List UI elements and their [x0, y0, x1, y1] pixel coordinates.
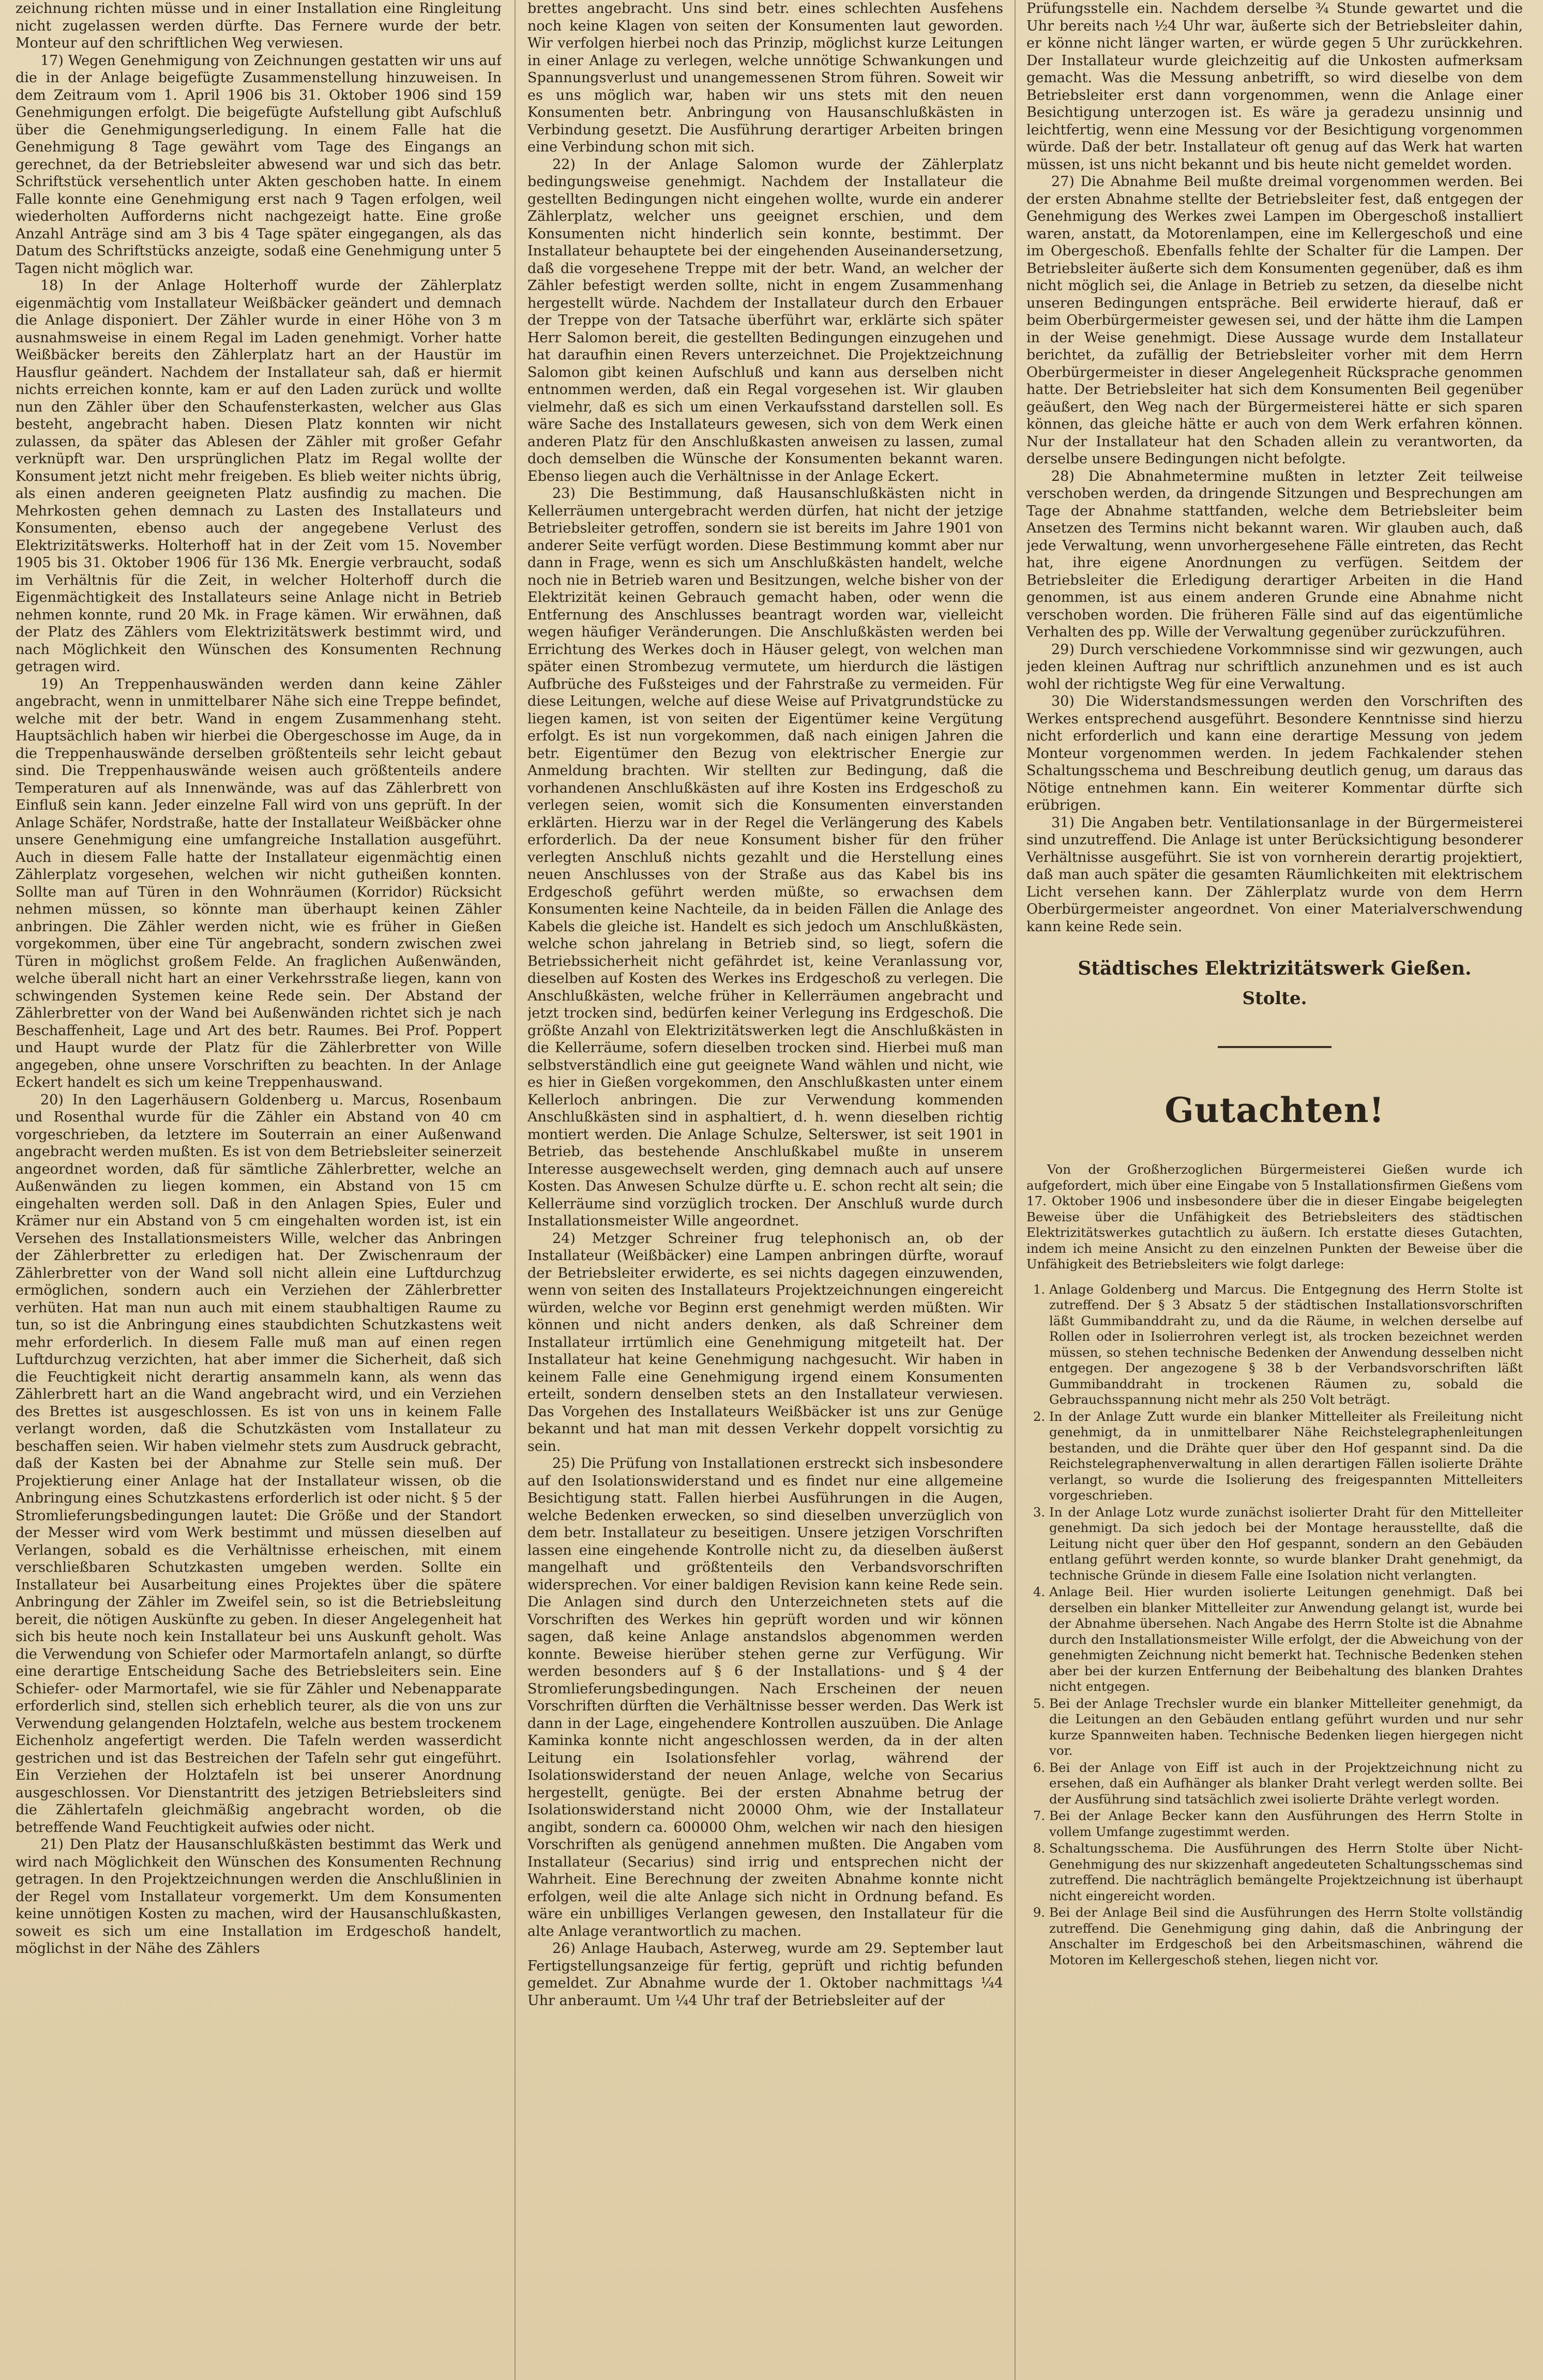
paragraph-17: 17) Wegen Genehmigung von Zeichnungen gestatten wir uns auf die in der Anlage beigefügte Zusammenstellung hinzuweisen. In dem Zeitraum vom 1. April 1906 bis 31. Oktober 1906 sind 159 Genehmigungen erfolgt. Die beigefügte Aufstellung gibt Aufschluß über die Genehmigungserledigung. In einem Falle hat die Genehmigung 8 Tage gewährt vom Tage des Eingangs an gerechnet, da der Betriebsleiter abwesend war und sich das betr. Schriftstück versehentlich unter Akten geschoben hatte. In einem Falle konnte eine Genehmigung erst nach 9 Tagen erfolgen, weil wiederholten Aufforderns nicht nachgezeigt hatte. Eine große Anzahl Anträge sind am 3 bis 4 Tage später eingegangen, als das Datum des Schriftstücks anzeigte, sodaß eine Genehmigung unter 5 Tagen nicht möglich war. — [16, 52, 502, 277]
list-item: 7. Bei der Anlage Becker kann den Ausführungen des Herrn Stolte in vollem Umfange zugestimmt werden. — [1049, 1808, 1523, 1840]
list-item: 8. Schaltungsschema. Die Ausführungen des Herrn Stolte über Nicht-Genehmigung des nur skizzenhaft angedeuteten Schaltungsschemas sind zutreffend. Die nachträglich bemängelte Projektzeichnung ist überhaupt nicht eingereicht worden. — [1049, 1841, 1523, 1904]
column-left — [16, 0, 502, 2370]
signature-name: Stolte. — [1242, 988, 1307, 1009]
list-item: 6. Bei der Anlage von Eiff ist auch in der Projektzeichnung nicht zu ersehen, daß ein Aufhänger als blanker Draht verlegt werden sollte. Bei der Ausführung sind tatsächlich zwei isolierte Drähte verlegt worden. — [1049, 1760, 1523, 1808]
column-rule — [1015, 0, 1016, 2380]
list-item: 3. In der Anlage Lotz wurde zunächst isolierter Draht für den Mittelleiter genehmigt. Da sich jedoch bei der Montage herausstellte, daß die Leitung nicht quer über den Hof gespannt, sondern an den Gebäuden entlang geführt werden konnte, so wurde blanker Draht genehmigt, da technische Gründe in diesem Falle eine Isolation nicht verlangten. — [1049, 1505, 1523, 1584]
column-middle — [527, 0, 1003, 2370]
paragraph-31: 31) Die Angaben betr. Ventilationsanlage in der Bürgermeisterei sind unzutreffend. Die Anlage ist unter Berücksichtigung besonderer Verhältnisse ausgeführt. Sie ist von vornherein derartig projektiert, daß man auch später die gesamten Räumlichkeiten mit elektrischem Licht versehen kann. Der Zählerplatz wurde von dem Herrn Oberbürgermeister angeordnet. Von einer Materialverschwendung kann keine Rede sein. — [1026, 814, 1523, 935]
expert-opinion — [1026, 1162, 1523, 1968]
paragraph-27: 27) Die Abnahme Beil mußte dreimal vorgenommen werden. Bei der ersten Abnahme stellte der Betriebsleiter fest, daß entgegen der Genehmigung des Werkes zwei Lampen im Obergeschoß installiert waren, anstatt, da Motorenlampen, eine im Kellergeschoß und eine im Obergeschoß. Ebenfalls fehlte der Schalter für die Lampen. Der Betriebsleiter äußerte sich dem Konsumenten gegenüber, daß es ihm nicht möglich sei, die Anlage in Betrieb zu setzen, da dieselbe nicht unseren Bedingungen entspräche. Beil erwiderte hierauf, daß er beim Oberbürgermeister gewesen sei, und der hätte ihm die Lampen in der Weise genehmigt. Diese Aussage wurde dem Installateur berichtet, da zufällig der Betriebsleiter vorher mit dem Herrn Oberbürgermeister in dieser Angelegenheit Rücksprache genommen hatte. Der Betriebsleiter hat sich dem Konsumenten Beil gegenüber geäußert, den Weg nach der Bürgermeisterei hätte er sich sparen können, das gleiche hätte er auch von dem Werk erfahren können. Nur der Installateur hat den Schaden allein zu verantworten, da derselbe unsere Bedingungen nicht befolgte. — [1026, 174, 1523, 467]
section-divider — [1218, 1046, 1332, 1048]
column-rule — [515, 0, 516, 2380]
paragraph-20: 20) In den Lagerhäusern Goldenberg u. Marcus, Rosenbaum und Rosenthal wurde für die Zähler ein Abstand von 40 cm vorgeschrieben, da letztere im Souterrain an einer Außenwand angebracht werden mußten. Es ist von dem Betriebsleiter seinerzeit angeordnet worden, daß für sämtliche Zählerbretter, welche an Außenwänden zu liegen kommen, ein Abstand von 15 cm eingehalten werden soll. Daß in den Anlagen Spies, Euler und Krämer nur ein Abstand von 5 cm eingehalten worden ist, ist ein Versehen des Installationsmeisters Wille, welcher das Anbringen der Zählerbretter zu erledigen hat. Der Zwischenraum der Zählerbretter von der Wand soll nicht allein eine Luftdurchzug ermöglichen, sondern auch ein Verziehen der Zählerbretter verhüten. Hat man nun auch mit einem staubhaltigen Raume zu tun, so ist die Anbringung eines staubdichten Schutzkastens weit mehr erforderlich. In diesem Falle muß man auf einen regen Luftdurchzug verzichten, hat aber immer die Sicherheit, daß sich die Feuchtigkeit nicht derartig ansammeln kann, als wenn das Zählerbrett hart an die Wand angebracht wird, und ein Verziehen des Brettes ist ausgeschlossen. Es ist von uns in keinem Falle verlangt worden, daß die Schutzkästen vom Installateur zu beschaffen seien. Wir haben vielmehr stets zum Ausdruck gebracht, daß der Kasten bei der Abnahme zur Stelle sein muß. Der Projektierung einer Anlage hat der Installateur wissen, ob die Anbringung eines Schutzkastens erforderlich ist oder nicht. § 5 der Stromlieferungsbedingungen lautet: Die Größe und der Standort der Messer wird vom Werk bestimmt und müssen dieselben auf Verlangen, sobald es die Verhältnisse erheischen, mit einem verschließbaren Schutzkasten umgeben werden. Sollte ein Installateur bei Ausarbeitung eines Projektes über die spätere Anbringung der Zähler im Zweifel sein, so ist die Betriebsleitung bereit, die nötigen Auskünfte zu geben. In dieser Angelegenheit hat sich bis heute noch kein Installateur bei uns Auskunft geholt. Was die Verwendung von Schiefer oder Marmortafeln anlangt, so dürfte eine derartige Entscheidung Sache des Betriebsleiters sein. Eine Schiefer- oder Marmortafel, wie sie für Zähler und Nebenapparate erforderlich sind, stellen sich erheblich teurer, als die von uns zur Verwendung gelangenden Holztafeln, welche aus bestem trockenem Eichenholz angefertigt werden. Die Tafeln werden wasserdicht gestrichen und ist das Bestreichen der Tafeln sehr gut eingeführt. Ein Verziehen der Holztafeln ist bei unserer Anordnung ausgeschlossen. Vor Dienstantritt des jetzigen Betriebsleiters sind die Zählertafeln gleichmäßig angebracht worden, ob die betreffende Wand Feuchtigkeit aufwies oder nicht. — [16, 1092, 502, 1836]
paragraph-19: 19) An Treppenhauswänden werden dann keine Zähler angebracht, wenn in unmittelbarer Nähe sich eine Treppe befindet, welche mit der betr. Wand in engem Zusammenhang steht. Hauptsächlich haben wir hierbei die Obergeschosse im Auge, da in die Treppenhauswände derselben größtenteils sehr leicht gebaut sind. Die Treppenhauswände weisen auch größtenteils andere Temperaturen auf als Innenwände, was auf das Zählerbrett von Einfluß sein kann. Jeder einzelne Fall wird von uns geprüft. In der Anlage Schäfer, Nordstraße, hatte der Installateur Weißbäcker ohne unsere Genehmigung eine umfangreiche Installation ausgeführt. Auch in diesem Falle hatte der Installateur eigenmächtig einen Zählerplatz vorgesehen, welchen wir nicht gutheißen konnten. Sollte man auf Türen in den Wohnräumen (Korridor) Rücksicht nehmen müssen, so könnte man überhaupt keinen Zähler anbringen. Die Zähler werden nicht, wie es früher in Gießen vorgekommen, über eine Tür angebracht, sondern zwischen zwei Türen in möglichst großem Felde. An fraglichen Außenwänden, welche überall nicht hart an einer Verkehrsstraße liegen, kann von schwingenden Systemen keine Rede sein. Der Abstand der Zählerbretter von der Wand bei Außenwänden richtet sich je nach Beschaffenheit, Lage und Art des betr. Raumes. Bei Prof. Poppert und Haupt wurde der Platz für die Zählerbretter von Wille angegeben, ohne unsere Vorschriften zu beachten. In der Anlage Eckert handelt es sich um keine Treppenhauswand. — [16, 676, 502, 1090]
paragraph-26-continued: Prüfungsstelle ein. Nachdem derselbe ¾ Stunde gewartet und die Uhr bereits nach ½4 Uhr war, äußerte sich der Betriebsleiter dahin, er könne nicht länger warten, er würde gegen 5 Uhr zurückkehren. Der Installateur wurde gleichzeitig auf die Unkosten aufmerksam gemacht. Was die Messung anbetrifft, so wird dieselbe von dem Betriebsleiter erst dann vorgenommen, wenn die Anlage einer Besichtigung unterzogen ist. Es wäre ja geradezu unsinnig und leichtfertig, wenn eine Messung vor der Besichtigung vorgenommen würde. Daß der betr. Installateur oft genug auf das Werk hat warten müssen, ist uns nicht bekannt und bis heute nicht gemeldet worden. — [1026, 1, 1523, 173]
section-headline: Gutachten! — [1164, 1090, 1385, 1130]
paragraph-21-continued: brettes angebracht. Uns sind betr. eines schlechten Ausfehens noch keine Klagen von seiten der Konsumenten laut geworden. Wir verfolgen hierbei noch das Prinzip, möglichst kurze Leitungen in einer Anlage zu verlegen, welche unnötige Schwankungen und Spannungsverlust und unangemessenen Strom führen. Soweit wir es uns möglich war, haben wir uns stets mit den neuen Konsumenten betr. Anbringung von Hausanschlußkästen in Verbindung gesetzt. Die Ausführung derartiger Arbeiten bringen eine Verbindung schon mit sich. — [527, 1, 1003, 155]
list-item: 9. Bei der Anlage Beil sind die Ausführungen des Herrn Stolte vollständig zutreffend. Die Genehmigung ging dahin, daß die Anbringung der Anschalter im Erdgeschoß bei den Arbeitsmaschinen, während die Motoren im Kellergeschoß stehen, liegen nicht vor. — [1049, 1905, 1523, 1968]
paragraph-24: 24) Metzger Schreiner frug telephonisch an, ob der Installateur (Weißbäcker) eine Lampen anbringen dürfte, worauf der Betriebsleiter erwiderte, es sei nichts dagegen einzuwenden, wenn von seiten des Installateurs Projektzeichnungen eingereicht würden, welche vor Beginn erst genehmigt werden müßten. Wir können und nicht anders denken, als daß Schreiner dem Installateur irrtümlich eine Genehmigung mitgeteilt hat. Der Installateur hat keine Genehmigung nachgesucht. Wir haben in keinem Falle eine Genehmigung irgend einem Konsumenten erteilt, sondern denselben stets an den Installateur verwiesen. Das Vorgehen des Installateurs Weißbäcker ist uns zur Genüge bekannt und hat man mit dessen Verkehr doppelt vorsichtig zu sein. — [527, 1230, 1003, 1454]
list-item: 2. In der Anlage Zutt wurde ein blanker Mittelleiter als Freileitung nicht genehmigt, da in unmittelbarer Nähe Reichstelegraphenleitungen bestanden, und die Drähte quer über den Hof gespannt sind. Da die Reichstelegraphenverwaltung in allen derartigen Fällen isolierte Drähte verlangt, so wurde die Isolierung des freigespannten Mittelleiters vorgeschrieben. — [1049, 1409, 1523, 1504]
paragraph-18: 18) In der Anlage Holterhoff wurde der Zählerplatz eigenmächtig vom Installateur Weißbäcker geändert und demnach die Anlage disponiert. Der Zähler wurde in einer Höhe von 3 m ausnahmsweise in einem Regal im Laden genehmigt. Vorher hatte Weißbäcker bereits den Zählerplatz hart an der Haustür im Hausflur geändert. Nachdem der Installateur sah, daß er hiermit nichts erreichen konnte, kam er auf den Laden zurück und wollte nun den Zähler über den Schaufensterkasten, welcher aus Glas besteht, angebracht haben. Diesen Platz konnten wir nicht zulassen, da später das Ablesen der Zähler mit großer Gefahr verknüpft war. Den ursprünglichen Platz im Regal wollte der Konsument jetzt nicht mehr freigeben. Es blieb weiter nichts übrig, als einen anderen geeigneten Platz ausfindig zu machen. Die Mehrkosten gehen demnach zu Lasten des Installateurs und Konsumenten, ebenso auch der angegebene Verlust des Elektrizitätswerks. Holterhoff hat in der Zeit vom 15. November 1905 bis 31. Oktober 1906 für 136 Mk. Energie verbraucht, sodaß im Verhältnis für die Zeit, in welcher Holterhoff durch die Eigenmächtigkeit des Installateurs seine Anlage nicht in Betrieb nehmen konnte, rund 20 Mk. in Frage kämen. Wir erwähnen, daß der Platz des Zählers vom Elektrizitätswerk bestimmt wird, und nach Möglichkeit den Wünschen des Konsumenten Rechnung getragen wird. — [16, 278, 502, 675]
paragraph-21: 21) Den Platz der Hausanschlußkästen bestimmt das Werk und wird nach Möglichkeit den Wünschen des Konsumenten Rechnung getragen. In den Projektzeichnungen werden die Anschlußlinien in der Regel vom Installateur vorgemerkt. Um dem Konsumenten keine unnötigen Kosten zu machen, wird der Hausanschlußkasten, soweit es sich um eine Installation im Erdgeschoß handelt, möglichst in der Nähe des Zählers — [16, 1837, 502, 1957]
list-item: 1. Anlage Goldenberg und Marcus. Die Entgegnung des Herrn Stolte ist zutreffend. Der § 3 Absatz 5 der städtischen Installationsvorschriften läßt Gummibanddraht zu, und da die Räume, in welchen derselbe auf Rollen oder in Isolierrohren verlegt ist, als trocken bezeichnet werden müssen, so stehen technische Bedenken der Anwendung desselben nicht entgegen. Der angezogene § 38 b der Verbandsvorschriften läßt Gummibanddraht in trockenen Räumen zu, sobald die Gebrauchsspannung nicht mehr als 250 Volt beträgt. — [1049, 1282, 1523, 1408]
paragraph-28: 28) Die Abnahmetermine mußten in letzter Zeit teilweise verschoben werden, da dringende Sitzungen und Besprechungen am Tage der Abnahme stattfanden, welche dem Betriebsleiter beim Ansetzen des Termins nicht bekannt waren. Wir glauben auch, daß jede Verwaltung, wenn unvorhergesehene Fälle eintreten, das Recht hat, ihre eigene Anordnungen zu verfügen. Seitdem der Betriebsleiter die Erledigung derartiger Arbeiten in die Hand genommen, ist aus einem anderen Grunde eine Abnahme nicht verschoben worden. Die früheren Fälle sind auf das eigentümliche Verhalten des pp. Wille der Verwaltung gegenüber zurückzuführen. — [1026, 468, 1523, 640]
paragraph-22: 22) In der Anlage Salomon wurde der Zählerplatz bedingungsweise genehmigt. Nachdem der Installateur die gestellten Bedingungen nicht eingehen wollte, wurde ein anderer Zählerplatz, welcher uns geeignet erschien, und dem Konsumenten nicht hinderlich sein konnte, bestimmt. Der Installateur behauptete bei der eingehenden Auseinandersetzung, daß die vorgesehene Treppe mit der betr. Wand, an welcher der Zähler befestigt werden sollte, nicht in engem Zusammenhang hergestellt würde. Nachdem der Installateur durch den Erbauer der Treppe von der Tatsache überführt war, erklärte sich später Herr Salomon bereit, die gestellten Bedingungen einzugehen und hat daraufhin einen Revers unterzeichnet. Die Projektzeichnung Salomon gibt keinen Aufschluß und kann aus derselben nicht entnommen werden, daß ein Regal vorgesehen ist. Wir glauben vielmehr, daß es sich um einen Verkaufsstand darstellen soll. Es wäre Sache des Installateurs gewesen, sich von dem Werk einen anderen Platz für den Anschlußkasten anweisen zu lassen, zumal doch demselben die Wünsche der Konsumenten bekannt waren. Ebenso liegen auch die Verhältnisse in der Anlage Eckert. — [527, 156, 1003, 484]
column-right — [1026, 0, 1523, 2370]
paragraph-26: 26) Anlage Haubach, Asterweg, wurde am 29. September laut Fertigstellungsanzeige für fertig, geprüft und richtig befunden gemeldet. Zur Abnahme wurde der 1. Oktober nachmittags ¼4 Uhr anberaumt. Um ¼4 Uhr traf der Betriebsleiter auf der — [527, 1941, 1003, 2009]
paragraph-16-continued: zeichnung richten müsse und in einer Installation eine Ringleitung nicht zugelassen werden dürfte. Das Fernere wurde der betr. Monteur auf den schriftlichen Weg verwiesen. — [16, 1, 502, 51]
paragraph-23: 23) Die Bestimmung, daß Hausanschlußkästen nicht in Kellerräumen untergebracht werden dürfen, hat nicht der jetzige Betriebsleiter getroffen, sondern sie ist bereits im Jahre 1901 von anderer Seite verfügt worden. Diese Bestimmung kommt aber nur dann in Frage, wenn es sich um Anschlußkästen handelt, welche noch nie in Betrieb waren und Besitzungen, welche bisher von der Elektrizität keinen Gebrauch gemacht haben, oder wenn die Entfernung des Anschlusses beantragt worden war, vielleicht wegen häufiger Veränderungen. Die Anschlußkästen werden bei Errichtung des Werkes doch in Häuser gelegt, von welchen man später einen Strombezug vermutete, um hierdurch die lästigen Aufbrüche des Fußsteiges und der Fahrstraße zu vermeiden. Für diese Leitungen, welche auf diese Weise auf Privatgrundstücke zu liegen kamen, ist von seiten der Eigentümer keine Vergütung erfolgt. Es ist nun vorgekommen, daß nach einigen Jahren die betr. Eigentümer den Bezug von elektrischer Energie zur Anmeldung brachten. Wir stellten zur Bedingung, daß die vorhandenen Anschlußkästen auf ihre Kosten ins Erdgeschoß zu verlegen seien, womit sich die Konsumenten einverstanden erklärten. Hierzu war in der Regel die Verlängerung des Kabels erforderlich. Da der neue Konsument bisher für den früher verlegten Anschluß nichts gezahlt und die Herstellung eines neuen Anschlusses von der Straße aus das Kabel bis ins Erdgeschoß geführt werden müßte, so erwachsen dem Konsumenten keine Nachteile, da in beiden Fällen die Anlage des Kabels die gleiche ist. Handelt es sich jedoch um Anschlußkästen, welche schon jahrelang in Betrieb sind, so liegt, sofern die Betriebssicherheit nicht gefährdet ist, keine Veranlassung vor, dieselben auf Kosten des Werkes ins Erdgeschoß zu verlegen. Die Anschlußkästen, welche früher in Kellerräumen angebracht und jetzt trocken sind, bedürfen keiner Verlegung ins Erdgeschoß. Die größte Anzahl von Elektrizitätswerken legt die Anschlußkästen in die Kellerräume, sofern dieselben trocken sind. Hierbei muß man selbstverständlich eine gut geeignete Wand wählen und nicht, wie es hier in Gießen vorgekommen, den Anschlußkasten unter einem Kellerloch anbringen. Die zur Verwendung kommenden Anschlußkästen sind in asphaltiert, d. h. wenn dieselben richtig montiert werden. Die Anlage Schulze, Selterswer, ist seit 1901 in Betrieb, das bestehende Anschlußkabel mußte in unserem Interesse ausgewechselt werden, ging demnach auch auf unsere Kosten. Das Anwesen Schulze dürfte u. E. schon recht alt sein; die Kellerräume sind vorzüglich trocken. Der Anschluß wurde durch Installationsmeister Wille angeordnet. — [527, 486, 1003, 1229]
paragraph-29: 29) Durch verschiedene Vorkommnisse sind wir gezwungen, auch jeden kleinen Auftrag nur schriftlich anzunehmen und es ist auch wohl der richtigste Weg für eine Verwaltung. — [1026, 641, 1523, 692]
opinion-intro: Von der Großherzoglichen Bürgermeisterei Gießen wurde ich aufgefordert, mich über eine Eingabe von 5 Installationsfirmen Gießens vom 17. Oktober 1906 und insbesondere über die in dieser Eingabe beigelegten Beweise über die Unfähigkeit des Betriebsleiters des städtischen Elektrizitätswerkes gutachtlich zu äußern. Ich erstatte dieses Gutachten, indem ich meine Ansicht zu den einzelnen Punkten der Beweise über die Unfähigkeit des Betriebsleiters wie folgt darlege: — [1026, 1162, 1523, 1271]
list-item: 4. Anlage Beil. Hier wurden isolierte Leitungen genehmigt. Daß bei derselben ein blanker Mittelleiter zur Anwendung gelangt ist, wurde bei der Abnahme übersehen. Nach Angabe des Herrn Stolte ist die Abnahme durch den Installationsmeister Wille erfolgt, der die Abweichung von der genehmigten Zeichnung nicht bemerkt hat. Technische Bedenken stehen aber bei der kurzen Entfernung der Beibehaltung des blanken Drahtes nicht entgegen. — [1049, 1584, 1523, 1695]
signature-institution: Städtisches Elektrizitätswerk Gießen. — [1078, 958, 1472, 979]
paragraph-25: 25) Die Prüfung von Installationen erstreckt sich insbesondere auf den Isolationswiderstand und es findet nur eine allgemeine Besichtigung statt. Fallen hierbei Ausführungen in die Augen, welche Bedenken erwecken, so sind dieselben unverzüglich von dem betr. Installateur zu beseitigen. Unsere jetzigen Vorschriften lassen eine eingehende Kontrolle nicht zu, da dieselben äußerst mangelhaft und größtenteils den Verbandsvorschriften widersprechen. Vor einer baldigen Revision kann keine Rede sein. Die Anlagen sind durch den Unterzeichneten stets auf die Vorschriften des Werkes hin geprüft worden und wir können sagen, daß keine Anlage anstandslos abgenommen werden konnte. Beweise hierüber stehen gerne zur Verfügung. Wir werden besonders auf § 6 der Installations- und § 4 der Stromlieferungsbedingungen. Nach Erscheinen der neuen Vorschriften dürften die Verhältnisse besser werden. Das Werk ist dann in der Lage, eingehendere Kontrollen auszuüben. Die Anlage Kaminka konnte nicht angeschlossen werden, da in der alten Leitung ein Isolationsfehler vorlag, während der Isolationswiderstand der neuen Anlage, welche von Secarius hergestellt, genügte. Bei der ersten Abnahme betrug der Isolationswiderstand nicht 20000 Ohm, wie der Installateur angibt, sondern ca. 600000 Ohm, welchen wir nach den hiesigen Vorschriften als genügend annehmen mußten. Die Angaben vom Installateur (Secarius) sind irrig und entsprechen nicht der Wahrheit. Eine Berechnung der zweiten Abnahme konnte nicht erfolgen, weil die alte Anlage sich nicht in Ordnung befand. Es wäre ein unbilliges Verlangen gewesen, den Installateur für die alte Anlage verantwortlich zu machen. — [527, 1456, 1003, 1939]
list-item: 5. Bei der Anlage Trechsler wurde ein blanker Mittelleiter genehmigt, da die Leitungen an den Gebäuden entlang geführt wurden und nur sehr kurze Spannweiten haben. Technische Bedenken liegen hiergegen nicht vor. — [1049, 1696, 1523, 1759]
opinion-list — [1026, 1282, 1523, 1968]
paragraph-30: 30) Die Widerstandsmessungen werden den Vorschriften des Werkes entsprechend ausgeführt. Besondere Kenntnisse sind hierzu nicht erforderlich und kann eine derartige Messung von jedem Monteur vorgenommen werden. In jedem Fachkalender stehen Schaltungsschema und Beschreibung deutlich genug, um daraus das Nötige entnehmen kann. Ein weiterer Kommentar dürfte sich erübrigen. — [1026, 693, 1523, 813]
